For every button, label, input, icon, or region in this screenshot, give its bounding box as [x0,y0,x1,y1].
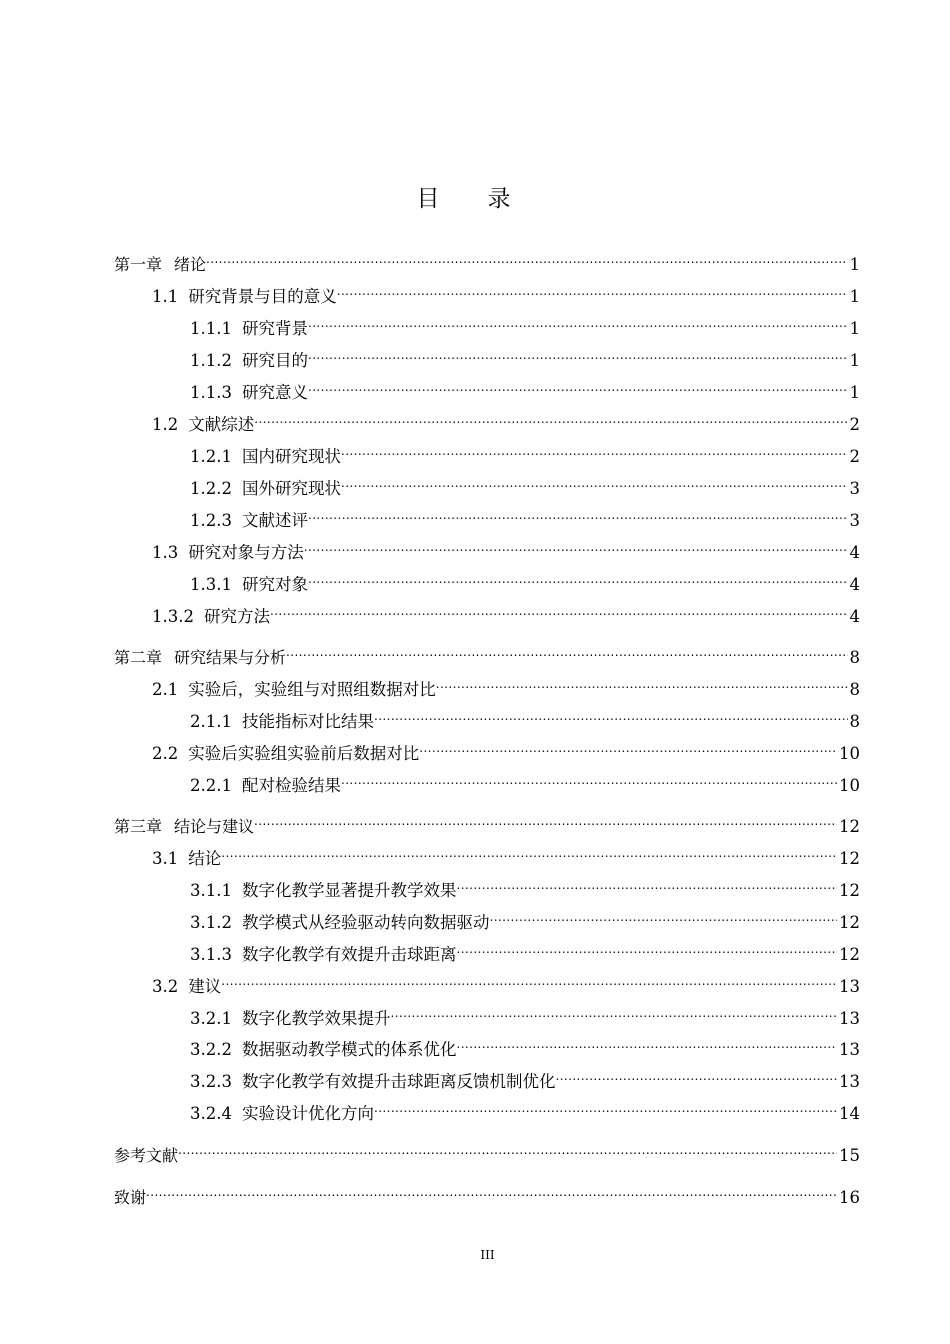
dot-leader [456,1031,837,1055]
dot-leader [419,735,837,759]
toc-label: 致谢 [114,1188,147,1207]
toc-page-number: 4 [849,607,860,626]
toc-number: 1.1 [152,287,179,306]
dot-leader [206,246,847,270]
toc-page-number: 2 [849,415,860,434]
toc-page-number: 2 [849,447,860,466]
toc-label: 实验设计优化方向 [241,1104,374,1123]
toc-label: 数字化教学显著提升教学效果 [241,881,457,900]
toc-page-number: 8 [849,680,860,699]
toc-label: 数字化教学有效提升击球距离 [241,945,457,964]
toc-number: 1.3.1 [190,575,232,594]
title-char-1: 目 [416,186,488,212]
toc-label: 研究结果与分析 [174,648,287,667]
title-char-2: 录 [487,186,559,212]
toc-page-number: 1 [849,287,860,306]
dot-leader [254,406,847,430]
dot-leader [221,840,837,864]
toc-page-number: 12 [839,945,860,964]
toc-entry-chapter-1[interactable] [114,246,860,274]
dot-leader [374,1095,837,1119]
toc-entry-3-2-1[interactable] [190,1000,860,1028]
toc-number: 3.1.2 [190,913,232,932]
page-number-footer: III [480,1248,495,1262]
toc-number: 2.1 [152,680,179,699]
toc-entry-3-1-1[interactable] [190,872,860,900]
dot-leader [308,310,848,334]
toc-entry-3-2[interactable] [152,968,860,996]
toc-entry-1-1-2[interactable] [190,342,860,370]
toc-page-number: 12 [839,817,860,836]
dot-leader [286,639,847,663]
toc-entry-references[interactable] [114,1137,860,1165]
dot-leader [146,1179,837,1203]
toc-number: 1.2.3 [190,511,232,530]
toc-page-number: 13 [839,1072,860,1091]
toc-entry-1-1[interactable] [152,278,860,306]
toc-label: 绪论 [174,255,207,274]
toc-number: 3.2 [152,977,179,996]
toc-number: 3.2.1 [190,1009,232,1028]
toc-number: 3.2.4 [190,1104,232,1123]
toc-page-number: 8 [849,712,860,731]
toc-entry-acknowledgements[interactable] [114,1179,860,1207]
toc-number: 1.1.1 [190,319,232,338]
toc-label: 结论 [188,849,222,868]
toc-label: 研究意义 [241,383,308,402]
toc-entry-3-1[interactable] [152,840,860,868]
dot-leader [456,872,837,896]
toc-entry-3-2-3[interactable] [190,1063,860,1091]
toc-label: 技能指标对比结果 [241,712,374,731]
toc-entry-1-3-2[interactable] [152,598,860,626]
toc-entry-chapter-2[interactable] [114,639,860,667]
toc-page-number: 14 [839,1104,860,1123]
toc-entry-3-2-4[interactable] [190,1095,860,1123]
dot-leader [304,534,848,558]
toc-number: 3.1.3 [190,945,232,964]
toc-entry-chapter-3[interactable] [114,808,860,836]
toc-page-number: 15 [839,1146,860,1165]
dot-leader [341,767,837,791]
toc-label: 文献述评 [241,511,308,530]
dot-leader [341,438,848,462]
toc-page-number: 13 [839,1040,860,1059]
toc-entry-1-3[interactable] [152,534,860,562]
dot-leader [337,278,848,302]
toc-label: 参考文献 [114,1146,179,1165]
toc-entry-3-1-2[interactable] [190,904,860,932]
toc-page-number: 1 [849,319,860,338]
toc-page-number: 1 [849,383,860,402]
toc-page-number: 8 [849,648,860,667]
toc-entry-2-2-1[interactable] [190,767,860,795]
toc-number: 1.2.2 [190,479,232,498]
toc-entry-1-1-1[interactable] [190,310,860,338]
toc-page-number: 12 [839,881,860,900]
toc-label: 国内研究现状 [241,447,341,466]
toc-number: 1.1.3 [190,383,232,402]
toc-label: 数字化教学有效提升击球距离反馈机制优化 [241,1072,556,1091]
toc-number: 3.1 [152,849,179,868]
toc-number: 3.1.1 [190,881,232,900]
toc-number: 第一章 [114,255,163,274]
dot-leader [489,904,837,928]
toc-entry-1-1-3[interactable] [190,374,860,402]
toc-number: 2.1.1 [190,712,232,731]
toc-label: 数字化教学效果提升 [241,1009,391,1028]
toc-entry-1-2-2[interactable] [190,470,860,498]
dot-leader [308,502,848,526]
dot-leader [178,1137,837,1161]
toc-label: 文献综述 [188,415,255,434]
toc-label: 数据驱动教学模式的体系优化 [241,1040,457,1059]
toc-label: 研究目的 [241,351,308,370]
dot-leader [308,374,848,398]
toc-page-number: 12 [839,913,860,932]
toc-label: 研究对象与方法 [188,543,304,562]
toc-page-number: 1 [849,351,860,370]
toc-entry-1-2-1[interactable] [190,438,860,466]
toc-label: 实验后，实验组与对照组数据对比 [188,680,436,699]
toc-number: 1.1.2 [190,351,232,370]
toc-page-number: 3 [849,479,860,498]
dot-leader [254,808,837,832]
dot-leader [341,470,848,494]
toc-page-number: 16 [839,1188,860,1207]
page-title [0,180,950,213]
dot-leader [456,936,837,960]
dot-leader [270,598,848,622]
toc-label: 教学模式从经验驱动转向数据驱动 [241,913,490,932]
toc-number: 第三章 [114,817,163,836]
toc-number: 2.2.1 [190,776,232,795]
toc-entry-1-3-1[interactable] [190,566,860,594]
toc-page-number: 10 [839,776,860,795]
dot-leader [308,566,848,590]
toc-label: 研究方法 [203,607,270,626]
toc-page-number: 4 [849,575,860,594]
toc-entry-3-1-3[interactable] [190,936,860,964]
toc-page-number: 13 [839,977,860,996]
toc-number: 1.3 [152,543,179,562]
toc-label: 配对检验结果 [241,776,341,795]
toc-number: 1.2.1 [190,447,232,466]
dot-leader [436,671,848,695]
dot-leader [374,703,848,727]
toc-number: 1.2 [152,415,179,434]
toc-entry-2-1[interactable] [152,671,860,699]
toc-label: 实验后实验组实验前后数据对比 [188,744,420,763]
toc-label: 国外研究现状 [241,479,341,498]
dot-leader [390,1000,837,1024]
toc-page-number: 13 [839,1009,860,1028]
toc-page-number: 4 [849,543,860,562]
toc-number: 3.2.3 [190,1072,232,1091]
dot-leader [308,342,848,366]
toc-number: 2.2 [152,744,179,763]
toc-page-number: 1 [849,255,860,274]
toc-page-number: 12 [839,849,860,868]
toc-number: 1.3.2 [152,607,194,626]
dot-leader [221,968,837,992]
toc-page-number: 3 [849,511,860,530]
toc-entry-1-2-3[interactable] [190,502,860,530]
toc-label: 研究背景与目的意义 [188,287,337,306]
toc-label: 建议 [188,977,222,996]
toc-entry-2-2[interactable] [152,735,860,763]
toc-label: 研究对象 [241,575,308,594]
dot-leader [555,1063,837,1087]
toc-label: 研究背景 [241,319,308,338]
toc-entry-1-2[interactable] [152,406,860,434]
toc-number: 第二章 [114,648,163,667]
toc-label: 结论与建议 [174,817,255,836]
toc-entry-2-1-1[interactable] [190,703,860,731]
toc-page-number: 10 [839,744,860,763]
toc-entry-3-2-2[interactable] [190,1031,860,1059]
toc-number: 3.2.2 [190,1040,232,1059]
